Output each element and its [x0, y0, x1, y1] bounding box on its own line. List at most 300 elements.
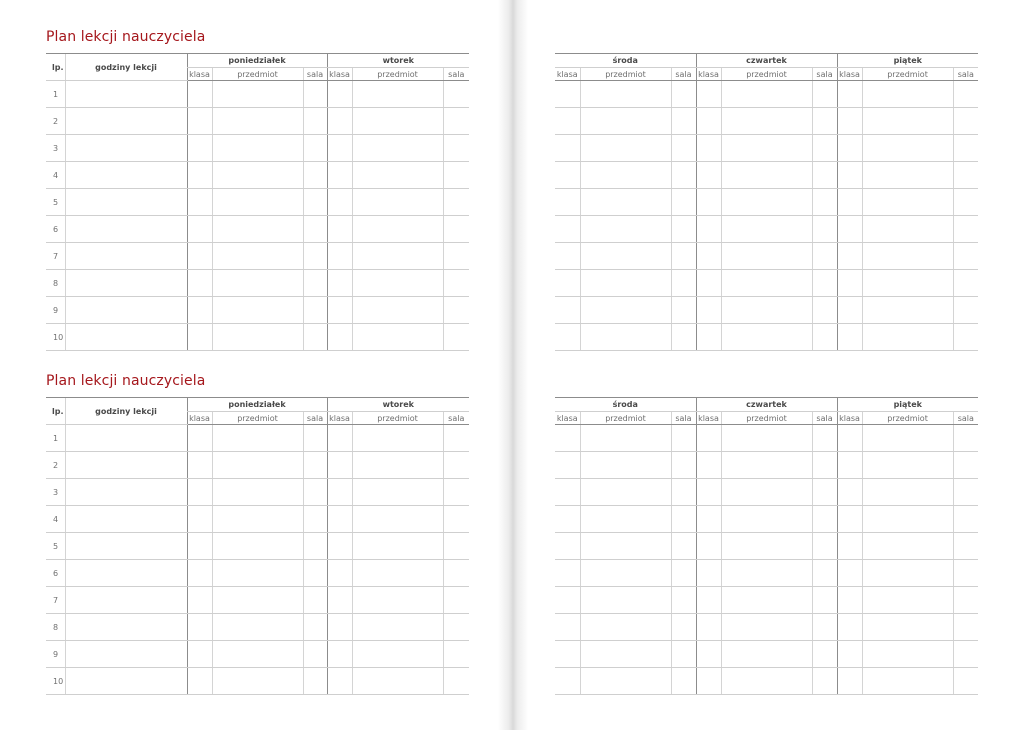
klasa-cell[interactable] — [187, 162, 212, 189]
klasa-cell[interactable] — [187, 270, 212, 297]
przedmiot-cell[interactable] — [580, 560, 671, 587]
klasa-cell[interactable] — [187, 324, 212, 351]
sala-cell[interactable] — [812, 452, 837, 479]
hours-cell[interactable] — [65, 506, 187, 533]
klasa-cell[interactable] — [696, 270, 721, 297]
klasa-cell[interactable] — [837, 479, 862, 506]
hours-cell[interactable] — [65, 297, 187, 324]
sala-cell[interactable] — [953, 216, 978, 243]
sala-cell[interactable] — [953, 425, 978, 452]
przedmiot-cell[interactable] — [721, 162, 812, 189]
hours-cell[interactable] — [65, 533, 187, 560]
przedmiot-cell[interactable] — [862, 324, 953, 351]
klasa-cell[interactable] — [555, 189, 580, 216]
sala-cell[interactable] — [953, 506, 978, 533]
przedmiot-cell[interactable] — [862, 216, 953, 243]
sala-cell[interactable] — [953, 668, 978, 695]
sala-cell[interactable] — [671, 189, 696, 216]
sala-cell[interactable] — [812, 81, 837, 108]
sala-cell[interactable] — [443, 324, 469, 351]
sala-cell[interactable] — [671, 297, 696, 324]
hours-cell[interactable] — [65, 452, 187, 479]
klasa-cell[interactable] — [327, 560, 352, 587]
przedmiot-cell[interactable] — [580, 270, 671, 297]
przedmiot-cell[interactable] — [352, 216, 443, 243]
sala-cell[interactable] — [812, 189, 837, 216]
klasa-cell[interactable] — [555, 297, 580, 324]
klasa-cell[interactable] — [837, 108, 862, 135]
sala-cell[interactable] — [812, 614, 837, 641]
hours-cell[interactable] — [65, 560, 187, 587]
sala-cell[interactable] — [443, 425, 469, 452]
sala-cell[interactable] — [812, 270, 837, 297]
hours-cell[interactable] — [65, 668, 187, 695]
klasa-cell[interactable] — [837, 587, 862, 614]
klasa-cell[interactable] — [555, 108, 580, 135]
sala-cell[interactable] — [812, 243, 837, 270]
przedmiot-cell[interactable] — [352, 425, 443, 452]
sala-cell[interactable] — [443, 452, 469, 479]
klasa-cell[interactable] — [187, 587, 212, 614]
sala-cell[interactable] — [812, 216, 837, 243]
hours-cell[interactable] — [65, 216, 187, 243]
klasa-cell[interactable] — [187, 506, 212, 533]
sala-cell[interactable] — [812, 506, 837, 533]
sala-cell[interactable] — [443, 560, 469, 587]
klasa-cell[interactable] — [187, 81, 212, 108]
sala-cell[interactable] — [443, 587, 469, 614]
przedmiot-cell[interactable] — [862, 189, 953, 216]
klasa-cell[interactable] — [187, 452, 212, 479]
hours-cell[interactable] — [65, 81, 187, 108]
sala-cell[interactable] — [671, 108, 696, 135]
przedmiot-cell[interactable] — [352, 452, 443, 479]
klasa-cell[interactable] — [696, 243, 721, 270]
hours-cell[interactable] — [65, 587, 187, 614]
sala-cell[interactable] — [303, 479, 327, 506]
przedmiot-cell[interactable] — [580, 189, 671, 216]
klasa-cell[interactable] — [696, 162, 721, 189]
przedmiot-cell[interactable] — [580, 452, 671, 479]
sala-cell[interactable] — [443, 614, 469, 641]
klasa-cell[interactable] — [837, 614, 862, 641]
klasa-cell[interactable] — [327, 506, 352, 533]
klasa-cell[interactable] — [837, 641, 862, 668]
sala-cell[interactable] — [303, 506, 327, 533]
sala-cell[interactable] — [812, 668, 837, 695]
przedmiot-cell[interactable] — [580, 81, 671, 108]
klasa-cell[interactable] — [327, 189, 352, 216]
sala-cell[interactable] — [812, 641, 837, 668]
klasa-cell[interactable] — [555, 668, 580, 695]
przedmiot-cell[interactable] — [580, 216, 671, 243]
przedmiot-cell[interactable] — [721, 108, 812, 135]
przedmiot-cell[interactable] — [721, 324, 812, 351]
przedmiot-cell[interactable] — [721, 243, 812, 270]
sala-cell[interactable] — [443, 216, 469, 243]
klasa-cell[interactable] — [696, 479, 721, 506]
klasa-cell[interactable] — [555, 270, 580, 297]
sala-cell[interactable] — [812, 560, 837, 587]
sala-cell[interactable] — [953, 108, 978, 135]
przedmiot-cell[interactable] — [721, 452, 812, 479]
klasa-cell[interactable] — [327, 452, 352, 479]
sala-cell[interactable] — [812, 533, 837, 560]
przedmiot-cell[interactable] — [212, 243, 303, 270]
sala-cell[interactable] — [671, 81, 696, 108]
klasa-cell[interactable] — [696, 189, 721, 216]
klasa-cell[interactable] — [696, 452, 721, 479]
klasa-cell[interactable] — [555, 216, 580, 243]
sala-cell[interactable] — [303, 216, 327, 243]
klasa-cell[interactable] — [327, 81, 352, 108]
klasa-cell[interactable] — [696, 560, 721, 587]
klasa-cell[interactable] — [327, 641, 352, 668]
sala-cell[interactable] — [812, 479, 837, 506]
sala-cell[interactable] — [443, 270, 469, 297]
hours-cell[interactable] — [65, 162, 187, 189]
sala-cell[interactable] — [443, 243, 469, 270]
klasa-cell[interactable] — [837, 533, 862, 560]
klasa-cell[interactable] — [696, 216, 721, 243]
przedmiot-cell[interactable] — [721, 506, 812, 533]
przedmiot-cell[interactable] — [352, 270, 443, 297]
sala-cell[interactable] — [671, 270, 696, 297]
sala-cell[interactable] — [812, 297, 837, 324]
sala-cell[interactable] — [443, 668, 469, 695]
klasa-cell[interactable] — [696, 81, 721, 108]
przedmiot-cell[interactable] — [352, 324, 443, 351]
przedmiot-cell[interactable] — [721, 560, 812, 587]
klasa-cell[interactable] — [187, 668, 212, 695]
przedmiot-cell[interactable] — [580, 425, 671, 452]
sala-cell[interactable] — [953, 135, 978, 162]
przedmiot-cell[interactable] — [352, 162, 443, 189]
sala-cell[interactable] — [671, 452, 696, 479]
przedmiot-cell[interactable] — [212, 479, 303, 506]
klasa-cell[interactable] — [327, 587, 352, 614]
klasa-cell[interactable] — [187, 216, 212, 243]
klasa-cell[interactable] — [187, 614, 212, 641]
sala-cell[interactable] — [303, 641, 327, 668]
klasa-cell[interactable] — [696, 324, 721, 351]
sala-cell[interactable] — [443, 533, 469, 560]
przedmiot-cell[interactable] — [212, 297, 303, 324]
klasa-cell[interactable] — [837, 216, 862, 243]
klasa-cell[interactable] — [696, 135, 721, 162]
klasa-cell[interactable] — [327, 533, 352, 560]
przedmiot-cell[interactable] — [862, 425, 953, 452]
sala-cell[interactable] — [953, 189, 978, 216]
klasa-cell[interactable] — [555, 324, 580, 351]
przedmiot-cell[interactable] — [212, 135, 303, 162]
sala-cell[interactable] — [953, 297, 978, 324]
przedmiot-cell[interactable] — [862, 297, 953, 324]
klasa-cell[interactable] — [327, 135, 352, 162]
klasa-cell[interactable] — [837, 452, 862, 479]
przedmiot-cell[interactable] — [862, 641, 953, 668]
klasa-cell[interactable] — [555, 560, 580, 587]
klasa-cell[interactable] — [696, 668, 721, 695]
sala-cell[interactable] — [443, 135, 469, 162]
sala-cell[interactable] — [303, 243, 327, 270]
hours-cell[interactable] — [65, 189, 187, 216]
sala-cell[interactable] — [953, 243, 978, 270]
klasa-cell[interactable] — [837, 425, 862, 452]
klasa-cell[interactable] — [696, 108, 721, 135]
przedmiot-cell[interactable] — [580, 668, 671, 695]
sala-cell[interactable] — [953, 560, 978, 587]
przedmiot-cell[interactable] — [212, 81, 303, 108]
klasa-cell[interactable] — [837, 162, 862, 189]
sala-cell[interactable] — [443, 108, 469, 135]
sala-cell[interactable] — [953, 479, 978, 506]
sala-cell[interactable] — [303, 189, 327, 216]
sala-cell[interactable] — [812, 425, 837, 452]
przedmiot-cell[interactable] — [352, 243, 443, 270]
klasa-cell[interactable] — [327, 614, 352, 641]
hours-cell[interactable] — [65, 108, 187, 135]
przedmiot-cell[interactable] — [580, 506, 671, 533]
przedmiot-cell[interactable] — [580, 479, 671, 506]
przedmiot-cell[interactable] — [721, 270, 812, 297]
klasa-cell[interactable] — [555, 81, 580, 108]
sala-cell[interactable] — [303, 587, 327, 614]
przedmiot-cell[interactable] — [352, 587, 443, 614]
przedmiot-cell[interactable] — [212, 108, 303, 135]
hours-cell[interactable] — [65, 324, 187, 351]
przedmiot-cell[interactable] — [862, 270, 953, 297]
przedmiot-cell[interactable] — [352, 533, 443, 560]
klasa-cell[interactable] — [187, 243, 212, 270]
sala-cell[interactable] — [953, 81, 978, 108]
klasa-cell[interactable] — [327, 162, 352, 189]
przedmiot-cell[interactable] — [352, 506, 443, 533]
sala-cell[interactable] — [303, 162, 327, 189]
przedmiot-cell[interactable] — [580, 587, 671, 614]
sala-cell[interactable] — [303, 560, 327, 587]
przedmiot-cell[interactable] — [352, 560, 443, 587]
sala-cell[interactable] — [671, 560, 696, 587]
sala-cell[interactable] — [671, 216, 696, 243]
sala-cell[interactable] — [953, 452, 978, 479]
klasa-cell[interactable] — [555, 479, 580, 506]
przedmiot-cell[interactable] — [212, 668, 303, 695]
przedmiot-cell[interactable] — [212, 270, 303, 297]
przedmiot-cell[interactable] — [212, 425, 303, 452]
klasa-cell[interactable] — [187, 533, 212, 560]
hours-cell[interactable] — [65, 479, 187, 506]
sala-cell[interactable] — [671, 533, 696, 560]
przedmiot-cell[interactable] — [212, 614, 303, 641]
klasa-cell[interactable] — [837, 189, 862, 216]
przedmiot-cell[interactable] — [721, 189, 812, 216]
klasa-cell[interactable] — [187, 560, 212, 587]
klasa-cell[interactable] — [327, 425, 352, 452]
sala-cell[interactable] — [443, 297, 469, 324]
sala-cell[interactable] — [303, 81, 327, 108]
sala-cell[interactable] — [953, 270, 978, 297]
klasa-cell[interactable] — [837, 506, 862, 533]
przedmiot-cell[interactable] — [862, 162, 953, 189]
klasa-cell[interactable] — [187, 108, 212, 135]
sala-cell[interactable] — [303, 297, 327, 324]
klasa-cell[interactable] — [837, 243, 862, 270]
sala-cell[interactable] — [812, 324, 837, 351]
klasa-cell[interactable] — [327, 108, 352, 135]
klasa-cell[interactable] — [187, 189, 212, 216]
hours-cell[interactable] — [65, 270, 187, 297]
klasa-cell[interactable] — [187, 479, 212, 506]
sala-cell[interactable] — [953, 533, 978, 560]
sala-cell[interactable] — [671, 162, 696, 189]
przedmiot-cell[interactable] — [580, 135, 671, 162]
przedmiot-cell[interactable] — [212, 162, 303, 189]
przedmiot-cell[interactable] — [862, 533, 953, 560]
przedmiot-cell[interactable] — [721, 668, 812, 695]
przedmiot-cell[interactable] — [212, 506, 303, 533]
klasa-cell[interactable] — [555, 533, 580, 560]
klasa-cell[interactable] — [555, 587, 580, 614]
przedmiot-cell[interactable] — [862, 668, 953, 695]
sala-cell[interactable] — [953, 162, 978, 189]
przedmiot-cell[interactable] — [352, 614, 443, 641]
sala-cell[interactable] — [443, 641, 469, 668]
przedmiot-cell[interactable] — [580, 533, 671, 560]
przedmiot-cell[interactable] — [212, 587, 303, 614]
przedmiot-cell[interactable] — [580, 641, 671, 668]
przedmiot-cell[interactable] — [721, 135, 812, 162]
hours-cell[interactable] — [65, 135, 187, 162]
klasa-cell[interactable] — [187, 641, 212, 668]
przedmiot-cell[interactable] — [352, 641, 443, 668]
klasa-cell[interactable] — [187, 425, 212, 452]
klasa-cell[interactable] — [837, 324, 862, 351]
klasa-cell[interactable] — [837, 560, 862, 587]
hours-cell[interactable] — [65, 425, 187, 452]
klasa-cell[interactable] — [327, 324, 352, 351]
sala-cell[interactable] — [443, 189, 469, 216]
przedmiot-cell[interactable] — [862, 614, 953, 641]
klasa-cell[interactable] — [555, 614, 580, 641]
przedmiot-cell[interactable] — [721, 81, 812, 108]
sala-cell[interactable] — [812, 135, 837, 162]
sala-cell[interactable] — [812, 162, 837, 189]
przedmiot-cell[interactable] — [862, 560, 953, 587]
sala-cell[interactable] — [303, 614, 327, 641]
przedmiot-cell[interactable] — [721, 425, 812, 452]
przedmiot-cell[interactable] — [352, 189, 443, 216]
sala-cell[interactable] — [443, 479, 469, 506]
przedmiot-cell[interactable] — [580, 324, 671, 351]
klasa-cell[interactable] — [696, 614, 721, 641]
hours-cell[interactable] — [65, 243, 187, 270]
klasa-cell[interactable] — [555, 425, 580, 452]
sala-cell[interactable] — [953, 587, 978, 614]
sala-cell[interactable] — [812, 108, 837, 135]
przedmiot-cell[interactable] — [862, 243, 953, 270]
klasa-cell[interactable] — [327, 270, 352, 297]
sala-cell[interactable] — [671, 614, 696, 641]
przedmiot-cell[interactable] — [212, 189, 303, 216]
hours-cell[interactable] — [65, 614, 187, 641]
przedmiot-cell[interactable] — [352, 297, 443, 324]
klasa-cell[interactable] — [327, 479, 352, 506]
przedmiot-cell[interactable] — [580, 162, 671, 189]
przedmiot-cell[interactable] — [352, 479, 443, 506]
przedmiot-cell[interactable] — [862, 135, 953, 162]
klasa-cell[interactable] — [555, 162, 580, 189]
przedmiot-cell[interactable] — [580, 108, 671, 135]
przedmiot-cell[interactable] — [862, 479, 953, 506]
sala-cell[interactable] — [812, 587, 837, 614]
klasa-cell[interactable] — [837, 668, 862, 695]
przedmiot-cell[interactable] — [352, 668, 443, 695]
przedmiot-cell[interactable] — [580, 297, 671, 324]
klasa-cell[interactable] — [327, 243, 352, 270]
sala-cell[interactable] — [671, 324, 696, 351]
sala-cell[interactable] — [671, 506, 696, 533]
klasa-cell[interactable] — [696, 425, 721, 452]
przedmiot-cell[interactable] — [862, 587, 953, 614]
przedmiot-cell[interactable] — [721, 614, 812, 641]
przedmiot-cell[interactable] — [721, 533, 812, 560]
przedmiot-cell[interactable] — [721, 641, 812, 668]
klasa-cell[interactable] — [187, 297, 212, 324]
sala-cell[interactable] — [953, 614, 978, 641]
klasa-cell[interactable] — [555, 452, 580, 479]
przedmiot-cell[interactable] — [862, 506, 953, 533]
przedmiot-cell[interactable] — [721, 216, 812, 243]
przedmiot-cell[interactable] — [862, 108, 953, 135]
klasa-cell[interactable] — [555, 243, 580, 270]
sala-cell[interactable] — [303, 533, 327, 560]
sala-cell[interactable] — [953, 324, 978, 351]
przedmiot-cell[interactable] — [580, 614, 671, 641]
sala-cell[interactable] — [671, 668, 696, 695]
przedmiot-cell[interactable] — [721, 587, 812, 614]
sala-cell[interactable] — [303, 668, 327, 695]
klasa-cell[interactable] — [696, 506, 721, 533]
klasa-cell[interactable] — [327, 668, 352, 695]
sala-cell[interactable] — [443, 506, 469, 533]
przedmiot-cell[interactable] — [580, 243, 671, 270]
sala-cell[interactable] — [671, 243, 696, 270]
sala-cell[interactable] — [303, 425, 327, 452]
przedmiot-cell[interactable] — [352, 108, 443, 135]
przedmiot-cell[interactable] — [862, 452, 953, 479]
klasa-cell[interactable] — [837, 135, 862, 162]
klasa-cell[interactable] — [327, 216, 352, 243]
sala-cell[interactable] — [671, 587, 696, 614]
klasa-cell[interactable] — [837, 297, 862, 324]
klasa-cell[interactable] — [696, 533, 721, 560]
przedmiot-cell[interactable] — [212, 324, 303, 351]
sala-cell[interactable] — [443, 162, 469, 189]
przedmiot-cell[interactable] — [212, 216, 303, 243]
klasa-cell[interactable] — [696, 641, 721, 668]
klasa-cell[interactable] — [187, 135, 212, 162]
sala-cell[interactable] — [303, 135, 327, 162]
hours-cell[interactable] — [65, 641, 187, 668]
klasa-cell[interactable] — [837, 81, 862, 108]
sala-cell[interactable] — [671, 641, 696, 668]
klasa-cell[interactable] — [837, 270, 862, 297]
sala-cell[interactable] — [671, 479, 696, 506]
przedmiot-cell[interactable] — [352, 135, 443, 162]
sala-cell[interactable] — [953, 641, 978, 668]
przedmiot-cell[interactable] — [212, 560, 303, 587]
